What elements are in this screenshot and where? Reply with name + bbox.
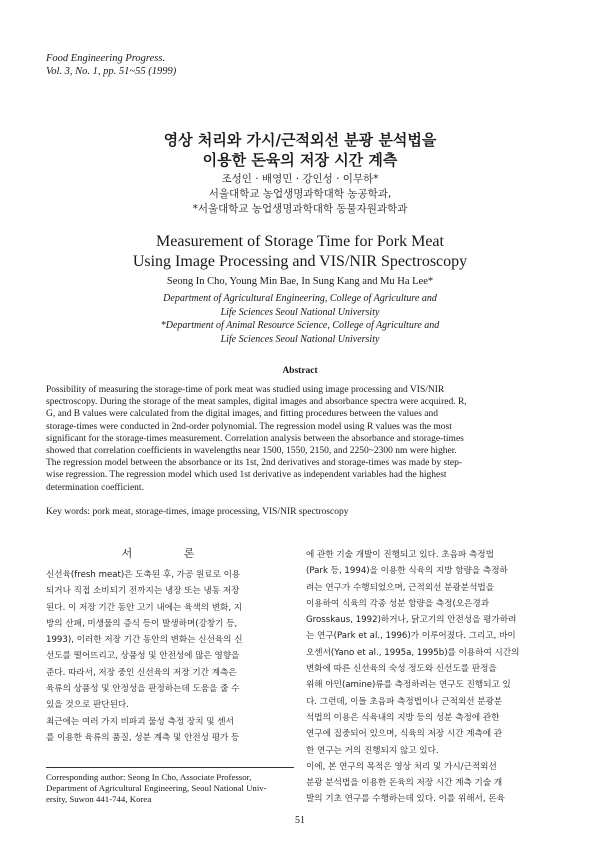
korean-author-names: 조성인 · 배영민 · 강인성 · 이무하* — [221, 173, 379, 185]
body-line: 변화에 따른 신선육의 숙성 정도와 신선도를 판정을 — [306, 664, 497, 675]
korean-authors — [0, 172, 600, 217]
abstract-line: determination coefficient. — [46, 482, 144, 493]
journal-citation: Vol. 3, No. 1, pp. 51~55 (1999) — [46, 66, 177, 77]
abstract-line: spectroscopy. During the storage of the meat samples, digital images and absorbance spectra were acquired. R, — [46, 397, 467, 408]
korean-title-line2: 이용한 돈육의 저장 시간 계측 — [202, 151, 398, 169]
english-affiliation-line: Department of Agricultural Engineering, College of Agriculture and — [163, 293, 437, 304]
abstract-body — [46, 384, 556, 494]
korean-title-line1: 영상 처리와 가시/근적외선 분광 분석법을 — [163, 131, 437, 149]
english-affiliation-line: *Department of Animal Resource Science, College of Agriculture and — [160, 320, 440, 331]
english-title-line1: Measurement of Storage Time for Pork Meat — [156, 233, 444, 250]
body-line: 있을 것으로 판단된다. — [46, 700, 129, 711]
abstract-line: Possibility of measuring the storage-time of pork meat was studied using image processing and VIS/NIR — [46, 385, 445, 395]
body-line: 신선육(fresh meat)은 도축된 후, 가공 원료로 이용 — [46, 570, 241, 580]
english-affiliation-line: Life Sciences Seoul National University — [220, 306, 380, 318]
footnote-line: ersity, Suwon 441-744, Korea — [46, 794, 152, 804]
english-title-line2: Using Image Processing and VIS/NIR Spectroscopy — [132, 253, 468, 270]
page-number: 51 — [295, 815, 305, 826]
body-line: 되거나 직접 소비되기 전까지는 냉장 또는 냉동 저장 — [46, 586, 240, 597]
abstract-line: G, and B values were calculated from the digital images, and fitting procedures between the values and — [46, 409, 439, 420]
english-affiliation-line: Life Sciences Seoul National University — [220, 333, 380, 345]
body-line: 1993), 이러한 저장 기간 동안의 변화는 신선육의 신 — [46, 635, 243, 646]
body-line: 연구에 집중되어 있으며, 식육의 저장 시간 계측에 관 — [306, 729, 503, 740]
abstract-heading: Abstract — [282, 366, 318, 376]
body-line: 된다. 이 저장 기간 동안 고기 내에는 육색의 변화, 지 — [46, 602, 243, 613]
body-line: 석법의 이용은 식육내의 지방 등의 성분 측정에 관한 — [306, 712, 500, 723]
body-line: 최근에는 여러 가지 비파괴 물성 측정 장치 및 센서 — [46, 716, 234, 727]
left-column-text — [46, 567, 298, 746]
body-line: 준다. 따라서, 저장 중인 신선육의 저장 기간 계측은 — [46, 667, 237, 678]
body-line: 려는 연구가 수행되었으며, 근적외선 분광분석법을 — [306, 582, 494, 593]
body-line: 위해 아민(amine)류를 측정하려는 연구도 진행되고 있 — [306, 680, 511, 691]
abstract-line: showed that correlation coefficients in wavelengths near 1500, 1550, 2150, and 2250~2300 nm were higher. — [46, 446, 457, 457]
korean-affiliation-1: 서울대학교 농업생명과학대학 농공학과, — [208, 188, 392, 200]
keywords: Key words: pork meat, storage-times, image processing, VIS/NIR spectroscopy — [46, 507, 349, 517]
body-line: Grosskaus, 1992)하거나, 닭고기의 안전성을 평가하려 — [306, 615, 517, 626]
body-line: 에 관한 기술 개발이 진행되고 있다. 초음파 측정법 — [306, 550, 494, 560]
body-line: 방의 산패, 미생물의 증식 등이 발생하며(강창기 등, — [46, 618, 238, 629]
section-heading-introduction: 서 론 — [121, 547, 219, 560]
english-authors: Seong In Cho, Young Min Bae, In Sung Kang and Mu Ha Lee* — [166, 276, 434, 287]
footnote-line: Department of Agricultural Engineering, Seoul National Univ- — [46, 783, 267, 793]
abstract-line: significant for the storage-times measurement. Correlation analysis between the absorbance and storage-times — [46, 433, 464, 444]
abstract-line: storage-times were conducted in 2nd-order polynomial. The regression model using R values was the most — [46, 421, 452, 432]
body-line: 다. 그런데, 이들 초음파 측정법이나 근적외선 분광분 — [306, 696, 503, 707]
korean-affiliation-2: *서울대학교 농업생명과학대학 동물자원과학과 — [192, 203, 408, 215]
body-line: 이용하여 식육의 각종 성분 함량을 측정(오은경과 — [306, 598, 490, 609]
footnote-line: Corresponding author: Seong In Cho, Associate Professor, — [46, 772, 252, 782]
body-line: 분광 분석법을 이용한 돈육의 저장 시간 계측 기술 개 — [306, 778, 503, 789]
body-line: 를 이용한 육류의 품질, 성분 계측 및 안전성 평가 등 — [46, 732, 240, 743]
right-column-text — [306, 547, 560, 808]
body-line: 선도를 떨어뜨리고, 상품성 및 안전성에 많은 영향을 — [46, 651, 240, 662]
english-title — [0, 232, 600, 272]
journal-header — [46, 52, 176, 78]
corresponding-author-note — [46, 772, 267, 805]
body-line: 육류의 상품성 및 안정성을 판정하는데 도움을 줄 수 — [46, 684, 240, 695]
abstract-line: wise regression. The regression model which used 1st derivative as independent variables had the highest — [46, 470, 447, 481]
body-line: 발의 기초 연구를 수행하는데 있다. 이를 위해서, 돈육 — [306, 794, 505, 805]
journal-name: Food Engineering Progress. — [46, 53, 166, 64]
english-affiliations — [0, 292, 600, 346]
body-line: 이에, 본 연구의 목적은 영상 처리 및 가시/근적외선 — [306, 761, 497, 772]
abstract-line: The regression model between the absorbance or its 1st, 2nd derivatives and storage-times was made by step- — [46, 458, 463, 469]
body-line: (Park 등, 1994)을 이용한 식육의 지방 함량을 측정하 — [306, 566, 508, 577]
body-line: 는 연구(Park et al., 1996)가 이루어졌다. 그리고, 바이 — [306, 631, 516, 642]
korean-title — [0, 130, 600, 170]
body-line: 오센서(Yano et al., 1995a, 1995b)를 이용하여 시간의 — [306, 647, 520, 658]
footnote-divider — [46, 767, 294, 768]
body-line: 한 연구는 거의 진행되지 않고 있다. — [306, 745, 439, 756]
